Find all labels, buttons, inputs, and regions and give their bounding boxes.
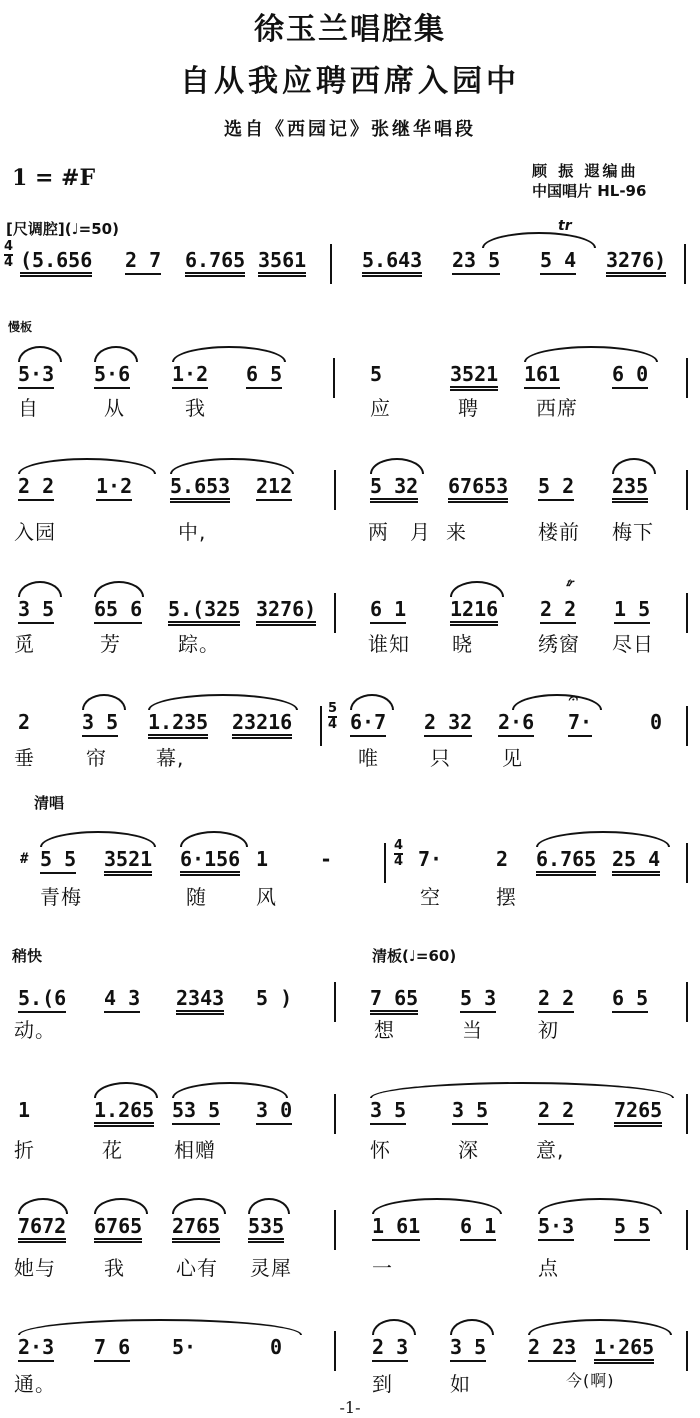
barline [334, 470, 336, 510]
lyric: 应 [370, 396, 391, 420]
lyric: 从 [104, 396, 125, 420]
note-group: 3561 [258, 248, 307, 272]
barline [333, 358, 335, 398]
staff-1 [0, 239, 700, 304]
slur [172, 1198, 226, 1214]
note-group: 6 5 [612, 986, 649, 1010]
note-group: 0 [270, 1335, 283, 1359]
slur [18, 1319, 302, 1335]
lyric: 聘 [458, 396, 479, 420]
note-group: 5 2 [538, 474, 575, 498]
lyric: 芳 [100, 632, 121, 656]
note-group: 23 5 [452, 248, 501, 272]
note-group: 6·7 [350, 710, 387, 734]
note-group: 5.(325 [168, 597, 241, 621]
slur [148, 694, 298, 710]
note-group: 161 [524, 362, 561, 386]
note-group: 65 6 [94, 597, 143, 621]
lyric: 空 [420, 885, 441, 909]
slur [18, 458, 156, 474]
fermata-icon: 𝄐 [568, 688, 577, 707]
time-signature: 4 4 [4, 239, 14, 270]
lyric: 如 [450, 1372, 471, 1396]
slur [18, 346, 62, 362]
lyric: 中, [178, 520, 207, 544]
lyric: 觅 [14, 632, 35, 656]
note-group: 6 1 [460, 1214, 497, 1238]
slur [40, 831, 156, 847]
note-group: 2 3 [372, 1335, 409, 1359]
barline [686, 706, 688, 746]
note-group: 5 5 [40, 847, 77, 871]
note-group: 1·265 [594, 1335, 655, 1359]
lyric: 当 [462, 1018, 483, 1042]
note-group: 2·6 [498, 710, 535, 734]
lyric: 风 [256, 885, 277, 909]
tempo-mark: 慢板 [8, 320, 33, 334]
barline [334, 593, 336, 633]
note-group: 2765 [172, 1214, 221, 1238]
arranger-credit: 顾 振 遐编曲 [532, 162, 639, 180]
note-group: 1 5 [614, 597, 651, 621]
note-group: 212 [256, 474, 293, 498]
tempo-mark: 清唱 [34, 794, 65, 812]
note-group: 1·2 [96, 474, 133, 498]
note-group: 235 [612, 474, 649, 498]
note-group: 5 [370, 362, 383, 386]
note-group: - [320, 847, 333, 871]
note-group: 4 3 [104, 986, 141, 1010]
barline [334, 982, 336, 1022]
note-group: 2 2 [18, 474, 55, 498]
mordent-mark: 𝆖 [566, 575, 573, 589]
tempo-mark: 稍快 [12, 947, 43, 965]
lyric: 绣窗 [538, 632, 580, 656]
note-group: 6.765 [536, 847, 597, 871]
note-group: 5 5 [614, 1214, 651, 1238]
barline [686, 593, 688, 633]
lyric: 月 [410, 520, 431, 544]
time-signature: 5 4 [328, 701, 338, 732]
slur [94, 581, 144, 597]
source-line: 选自《西园记》张继华唱段 [224, 119, 476, 140]
note-group: 2 [18, 710, 31, 734]
barline [686, 358, 688, 398]
lyric: 到 [372, 1372, 393, 1396]
slur [482, 232, 596, 248]
lyric: 我 [185, 396, 206, 420]
lyric: 来 [446, 520, 467, 544]
staff-3 [0, 470, 700, 530]
slur [248, 1198, 290, 1214]
song-title: 自从我应聘西席入园中 [180, 64, 520, 99]
note-group: 2 [496, 847, 509, 871]
slur [528, 1319, 672, 1335]
note-group: 5·6 [94, 362, 131, 386]
lyric: 想 [374, 1018, 395, 1042]
barline [320, 706, 322, 746]
note-group: 5 3 [460, 986, 497, 1010]
note-group: 7· [418, 847, 443, 871]
lyric: 楼前 [538, 520, 580, 544]
tempo-mark: 清板(♩=60) [372, 947, 457, 965]
note-group: 2 23 [528, 1335, 577, 1359]
mode-tempo-mark: [尺调腔](♩=50) [6, 220, 119, 238]
page-number: -1- [339, 1398, 361, 1417]
key-signature: 1 = #F [12, 165, 96, 191]
note-group: 2343 [176, 986, 225, 1010]
barline [384, 843, 386, 883]
slur [536, 831, 670, 847]
trill-mark: tr [558, 218, 572, 234]
slur [82, 694, 126, 710]
lyric: 灵犀 [250, 1256, 292, 1280]
lyric: 意, [536, 1138, 565, 1162]
note-group: 5.653 [170, 474, 231, 498]
note-group: 3 5 [450, 1335, 487, 1359]
note-group: 3 5 [370, 1098, 407, 1122]
note-group: 6765 [94, 1214, 143, 1238]
collection-title: 徐玉兰唱腔集 [254, 12, 446, 47]
slur [94, 1082, 158, 1098]
lyric: 谁知 [368, 632, 410, 656]
note-group: 0 [650, 710, 663, 734]
lyric: 我 [104, 1256, 125, 1280]
slur [512, 694, 602, 710]
lyric: 尽日 [612, 632, 654, 656]
slur [372, 1198, 502, 1214]
slur [450, 1319, 494, 1335]
note-group: 6 1 [370, 597, 407, 621]
note-group: 1.265 [94, 1098, 155, 1122]
note-group: 1 [256, 847, 269, 871]
note-group: 6 5 [246, 362, 283, 386]
slur [612, 458, 656, 474]
slur [538, 1198, 662, 1214]
note-group: 7 65 [370, 986, 419, 1010]
note-group: 53 5 [172, 1098, 221, 1122]
barline [686, 470, 688, 510]
note-group: 3 5 [18, 597, 55, 621]
note-group: 5 32 [370, 474, 419, 498]
note-group: 7 6 [94, 1335, 131, 1359]
record-credit: 中国唱片 HL-96 [532, 182, 647, 200]
lyric: 只 [430, 746, 451, 770]
lyric: 摆 [496, 885, 517, 909]
lyric: 唯 [358, 746, 379, 770]
lyric: 入园 [14, 520, 56, 544]
lyric: 折 [14, 1138, 35, 1162]
lyric: 一 [372, 1256, 393, 1280]
lyric: 青梅 [40, 885, 82, 909]
slur [450, 581, 504, 597]
lyric: 晓 [452, 632, 473, 656]
barline [686, 1331, 688, 1371]
barline [334, 1331, 336, 1371]
note-group: 2 32 [424, 710, 473, 734]
note-group: 2·3 [18, 1335, 55, 1359]
note-group: 1.235 [148, 710, 209, 734]
slur [350, 694, 394, 710]
barline [330, 244, 332, 284]
barline [686, 1210, 688, 1250]
note-group: 5· [172, 1335, 197, 1359]
note-group: 7265 [614, 1098, 663, 1122]
barline [686, 1094, 688, 1134]
note-group: 7672 [18, 1214, 67, 1238]
time-signature: 4 4 [394, 838, 404, 869]
lyric: 垂 [14, 746, 35, 770]
slur [18, 581, 62, 597]
note-group: 3 5 [452, 1098, 489, 1122]
lyric: 两 [368, 520, 389, 544]
note-group: 1 61 [372, 1214, 421, 1238]
lyric: 相赠 [174, 1138, 216, 1162]
barline [684, 244, 686, 284]
note-group: 3 0 [256, 1098, 293, 1122]
lyric: 见 [502, 746, 523, 770]
barline [334, 1094, 336, 1134]
barline [686, 843, 688, 883]
note-group: 6.765 [185, 248, 246, 272]
lyric: 幕, [156, 746, 185, 770]
note-group: 2 7 [125, 248, 162, 272]
note-group: 1 [18, 1098, 31, 1122]
lyric: 西席 [536, 396, 578, 420]
note-group: 535 [248, 1214, 285, 1238]
lyric: 初 [538, 1018, 559, 1042]
staff-6 [0, 838, 700, 903]
lyric: 通。 [14, 1372, 56, 1396]
note-group: 1216 [450, 597, 499, 621]
note-group: 5·3 [18, 362, 55, 386]
lyric: 深 [458, 1138, 479, 1162]
note-group: 3521 [450, 362, 499, 386]
barline [686, 982, 688, 1022]
slur [524, 346, 658, 362]
barline [334, 1210, 336, 1250]
slur [18, 1198, 68, 1214]
lyric: 花 [102, 1138, 123, 1162]
note-group: (5.656 [20, 248, 93, 272]
slur [172, 346, 286, 362]
lyric: 怀 [370, 1138, 391, 1162]
note-group: 67653 [448, 474, 509, 498]
note-group: 7· [568, 710, 593, 734]
lyric: 梅下 [612, 520, 654, 544]
slur [370, 1082, 674, 1098]
note-group: 6·156 [180, 847, 241, 871]
slur [170, 458, 294, 474]
note-group: 5.643 [362, 248, 423, 272]
note-group: 5·3 [538, 1214, 575, 1238]
note-group: 2 2 [538, 1098, 575, 1122]
note-group: 5 ) [256, 986, 293, 1010]
note-group: 2 2 [538, 986, 575, 1010]
note-group: 3276) [256, 597, 317, 621]
lyric: 帘 [86, 746, 107, 770]
lyric: 心有 [176, 1256, 218, 1280]
lyric: 自 [18, 396, 39, 420]
slur [180, 831, 248, 847]
slur [172, 1082, 288, 1098]
slur [370, 458, 424, 474]
note-group: 25 4 [612, 847, 661, 871]
note-group: 2 2 [540, 597, 577, 621]
note-group: 3276) [606, 248, 667, 272]
lyric: 动。 [14, 1018, 56, 1042]
free-rhythm-mark: # [20, 851, 29, 867]
note-group: 5 4 [540, 248, 577, 272]
note-group: 1·2 [172, 362, 209, 386]
note-group: 3 5 [82, 710, 119, 734]
lyric: 随 [186, 885, 207, 909]
note-group: 3521 [104, 847, 153, 871]
slur [94, 1198, 148, 1214]
note-group: 6 0 [612, 362, 649, 386]
note-group: 23216 [232, 710, 293, 734]
note-group: 5.(6 [18, 986, 67, 1010]
lyric: 点 [538, 1256, 559, 1280]
lyric: 今(啊) [566, 1371, 615, 1390]
lyric: 踪。 [178, 632, 220, 656]
lyric: 她与 [14, 1256, 56, 1280]
slur [94, 346, 138, 362]
slur [372, 1319, 416, 1335]
staff-7 [0, 982, 700, 1042]
